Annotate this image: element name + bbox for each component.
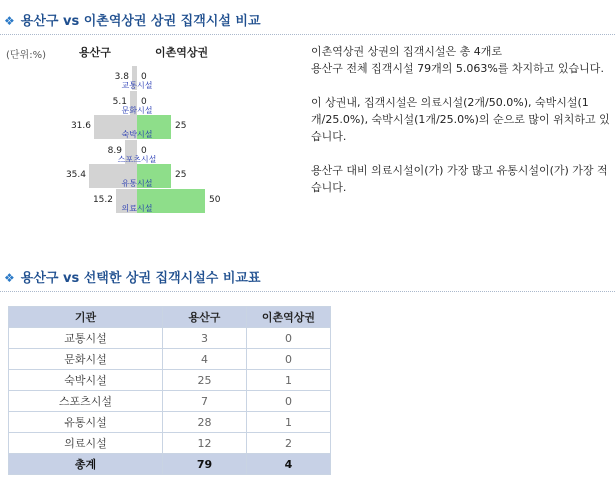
table-cell: 4 bbox=[163, 349, 247, 370]
section-title-count-table bbox=[4, 267, 261, 286]
table-cell: 79 bbox=[163, 454, 247, 475]
table-cell: 12 bbox=[163, 433, 247, 454]
table-header-cell: 이촌역상권 bbox=[247, 307, 331, 328]
section-title-text: 용산구 vs 선택한 상권 집객시설수 비교표 bbox=[20, 271, 261, 286]
value-label-ichon: 0 bbox=[141, 145, 147, 156]
table-cell: 0 bbox=[247, 391, 331, 412]
category-label: 의료시설 bbox=[121, 203, 153, 213]
category-label: 숙박시설 bbox=[121, 130, 153, 139]
summary-paragraph-1: 이촌역상권 상권의 집객시설은 총 4개로 용산구 전체 집객시설 79개의 5.063%를 차지하고 있습니다. bbox=[311, 45, 604, 75]
chart-right-header: 이촌역상권 bbox=[155, 46, 209, 59]
table-cell: 28 bbox=[163, 412, 247, 433]
table-row bbox=[9, 349, 331, 370]
value-label-yongsan: 31.6 bbox=[70, 121, 91, 131]
facility-pyramid-chart bbox=[0, 0, 260, 260]
table-cell: 2 bbox=[247, 433, 331, 454]
table-cell: 숙박시설 bbox=[9, 370, 163, 391]
value-label-ichon: 0 bbox=[141, 72, 147, 82]
section-title-text: 용산구 vs 이촌역상권 상권 집객시설 비교 bbox=[20, 14, 261, 29]
diamond-bullet-icon: ❖ bbox=[4, 271, 15, 285]
value-label-ichon: 0 bbox=[141, 96, 147, 107]
table-row bbox=[9, 370, 331, 391]
table-cell: 스포츠시설 bbox=[9, 391, 163, 412]
table-cell: 교통시설 bbox=[9, 328, 163, 349]
table-row bbox=[9, 433, 331, 454]
value-label-yongsan: 8.9 bbox=[107, 145, 122, 156]
table-cell: 7 bbox=[163, 391, 247, 412]
unit-label: (단위:%) bbox=[6, 50, 46, 61]
table-row bbox=[9, 391, 331, 412]
chart-left-header: 용산구 bbox=[79, 46, 111, 59]
category-label: 교통시설 bbox=[121, 81, 153, 90]
table-cell: 의료시설 bbox=[9, 433, 163, 454]
table-cell: 1 bbox=[247, 412, 331, 433]
value-label-yongsan: 35.4 bbox=[65, 170, 86, 180]
category-label: 스포츠시설 bbox=[117, 154, 157, 164]
value-label-yongsan: 3.8 bbox=[114, 72, 129, 82]
value-label-ichon: 25 bbox=[175, 121, 187, 131]
table-cell: 3 bbox=[163, 328, 247, 349]
summary-paragraph-3: 용산구 대비 의료시설이(가) 가장 많고 유통시설이(가) 가장 적습니다. bbox=[311, 164, 608, 194]
summary-paragraph-2: 이 상권내, 집객시설은 의료시설(2개/50.0%), 숙박시설(1개/25.0%), 숙박시설(1개/25.0%)의 순으로 많이 위치하고 있습니다. bbox=[311, 96, 610, 143]
table-header-row bbox=[9, 307, 331, 328]
value-label-ichon: 25 bbox=[175, 170, 187, 180]
diamond-bullet-icon: ❖ bbox=[4, 14, 15, 28]
value-label-ichon: 50 bbox=[209, 194, 221, 205]
table-cell: 25 bbox=[163, 370, 247, 391]
summary-text bbox=[311, 43, 611, 213]
table-cell: 총계 bbox=[9, 454, 163, 475]
category-label: 유통시설 bbox=[121, 179, 153, 188]
table-cell: 4 bbox=[247, 454, 331, 475]
value-label-yongsan: 15.2 bbox=[92, 194, 113, 205]
table-row bbox=[9, 412, 331, 433]
table-total-row bbox=[9, 454, 331, 475]
value-label-yongsan: 5.1 bbox=[112, 96, 127, 107]
table-cell: 유통시설 bbox=[9, 412, 163, 433]
table-cell: 1 bbox=[247, 370, 331, 391]
facility-count-table bbox=[8, 306, 331, 475]
table-cell: 문화시설 bbox=[9, 349, 163, 370]
section-divider bbox=[0, 291, 615, 292]
table-cell: 0 bbox=[247, 328, 331, 349]
table-header-cell: 기관 bbox=[9, 307, 163, 328]
table-row bbox=[9, 328, 331, 349]
category-label: 문화시설 bbox=[121, 105, 153, 115]
table-cell: 0 bbox=[247, 349, 331, 370]
table-header-cell: 용산구 bbox=[163, 307, 247, 328]
